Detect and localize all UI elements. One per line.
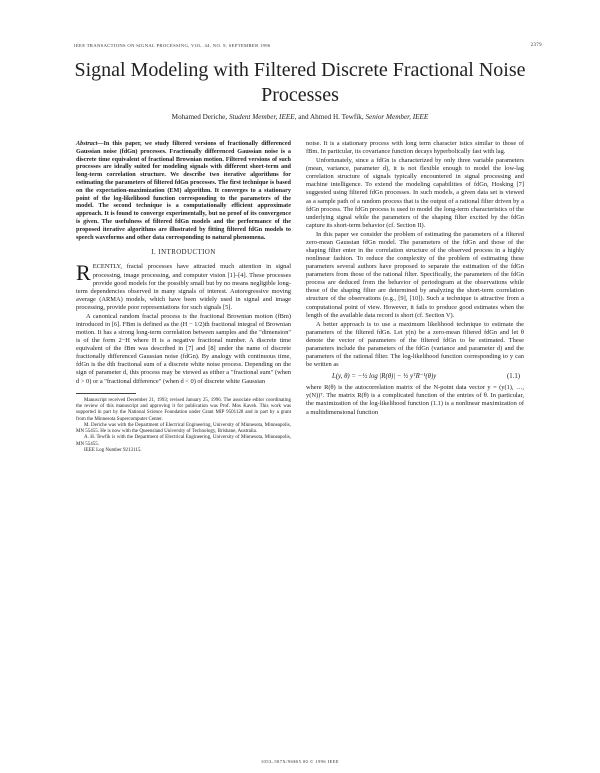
right-column [306,140,524,418]
author-2-role: Senior Member, IEEE [365,113,429,121]
journal-running-title: IEEE TRANSACTIONS ON SIGNAL PROCESSING, VOL. 44, NO. 9, SEPTEMBER 1996 [74,43,271,48]
right-paragraph-4: where R(θ) is the autocorrelation matrix of the N-point data vector y = (y(1), …, y(N))ᵀ. The matrix R(θ) is a complicated function of the entries of θ. In particular, the maximization of the log-likelihood function (1.1) is a nonlinear maximization of a multidimensional function [306,384,524,416]
author-1-role: Student Member, IEEE, [228,113,297,121]
equation-1-1 [306,370,524,384]
paper-title: Signal Modeling with Filtered Discrete Fractional Noise Processes [74,59,526,106]
intro-paragraph-1 [76,260,291,311]
footnote-manuscript: Manuscript received December 21, 1993; revised January 25, 1996. The associate editor coordinating the review of this manuscript and approving it for publication was Prof. Mos Kaveh. This work was supported in part by the National Science Foundation under Grant MIP 9501128 and in part by a grant from the Minnesota Supercomputer Center. [76,397,291,422]
footnote-author-1: M. Deriche was with the Department of Electrical Engineering, University of Minnesota, Minneapolis, MN 55455. He is now with the Queensland University of Technology, Brisbane, Australia. [76,422,291,435]
intro-paragraph-2: A canonical random fractal process is the fractional Brownian motion (fBm) introduced in [6]. FBm is defined as the (H − 1/2)th fractional integral of Brownian motion. It has a strong long-term correlation between samples and the "dimension" is of the form 2−H where H is a negative fractional number. A discrete time equivalent of the fBm was described in [7] and [8] under the name of discrete fractionally differenced Gaussian noise (fdGn). By analogy with continuous time, fdGn is the dth fractional sum of a discrete white noise process. Depending on the sign of parameter d, this process may be viewed as either a "fractional sum" (when d > 0) or a "fractional difference" (when d < 0) of discrete white Gaussian [76,312,291,385]
intro-paragraph-1-text: ECENTLY, fractal processes have attracted much attention in signal processing, image processing, and computer vision [1]–[4]. These processes provide good models for the possibly small but by no means negligible long-term dependencies observed in many signals of interest. Autoregressive moving average (ARMA) models, which have been widely used in signal and image processing, provide poor representations for such signals [5]. [76,263,291,311]
footnote-rule [76,393,136,394]
equation-number: (1.1) [506,373,520,381]
right-paragraph-3: A better approach is to use a maximum likelihood technique to estimate the parameters of the filtered fdGn. Let y(n) be a zero-mean filtered fdGn and let θ denote the vector of parameters of the filtered fdGn to be estimated. These parameters include the parameters of the fdGn (variance and parameter d) and the parameters of the rational filter. The log-likelihood function corresponding to y can be written as [306,320,524,369]
left-column [76,140,291,454]
author-line [40,113,560,121]
right-paragraph-1: Unfortunately, since a fdGn is characterized by only three variable parameters (mean, variance, parameter d), it is not flexible enough to model the low-lag correlation structure of signals typically encountered in signal processing and machine intelligence. To extend the modeling capabilities of fdGn, Hosking [7] suggested using filtered fdGn processes. In such models, a given data set is viewed as a sample path of a random process that is the output of a rational filter driven by a fdGn process. The fdGn process is used to model the long-term characteristics of the underlying signal while the parameters of the shaping filter excited by the fdGn capture its short-term behavior (cf. Section II). [306,157,524,229]
drop-cap: R [76,260,91,286]
abstract-text: In this paper, we study filtered versions of fractionally differenced Gaussian noise (fdGn) processes. Fractionally differenced Gaussian noise is a discrete time equivalent of fractional Brownian motion. Filtered versions of such processes are ideally suited for modeling signals with different short-term and long-term correlation structure. We describe two iterative algorithms for estimating the parameters of filtered fdGn processes. The first technique is based on the expectation-maximization (EM) algorithm. It converges to a stationary point of the log-likelihood function corresponding to the parameters of the model. The second technique is a computationally efficient approximate approach. It is found to converge experimentally, but no proof of its convergence is given. The usefulness of filtered fdGn models and the performance of the proposed iterative algorithms are illustrated by fitting filtered fdGn models to speech waveforms and other data corresponding to natural phenomena. [76,140,291,241]
equation-expression: L(y, θ) = −½ log |R(θ)| − ½ yᵀR⁻¹(θ)y [332,373,437,381]
author-2-name: and Ahmed H. Tewfik, [298,113,364,121]
footnote-author-2: A. H. Tewfik is with the Department of Electrical Engineering, University of Minnesota, Minneapolis, MN 55455. [76,435,291,447]
right-paragraph-0: noise. It is a stationary process with long term character istics similar to those of fBm. In particular, its covariance function decays hyperbolically fast with lag. [306,140,524,156]
page-number: 2379 [530,43,542,48]
abstract [76,140,291,241]
copyright-footer: 1053–587X/96$05.00 © 1996 IEEE [260,759,340,764]
right-paragraph-2: In this paper we consider the problem of estimating the parameters of a filtered zero-mean Gaussian fdGn model. The parameters of the fdGn and those of the shaping filter enter in the correlation structure of the observed process in a highly nonlinear fashion. To reduce the complexity of the problem of estimating these parameters several authors have proposed to separate the estimation of the fdGn parameters from those of the rational filter. Specifically, the parameters of the fdGn process are deduced from the behavior of periodogram at the observations while those of the shaping filter are determined by analyzing the short-term correlation structure of the observations (e.g., [9], [10]). Such a technique is attractive from a computational point of view. However, it fails to produce good estimates when the length of the available data record is short (cf. Section V). [306,230,524,319]
running-head [74,43,542,48]
section-heading-introduction: I. INTRODUCTION [151,249,216,257]
author-1-name: Mohamed Deriche, [171,113,228,121]
abstract-lead: Abstract— [76,140,104,147]
footnote-log-number: IEEE Log Number 9213115. [84,447,142,453]
